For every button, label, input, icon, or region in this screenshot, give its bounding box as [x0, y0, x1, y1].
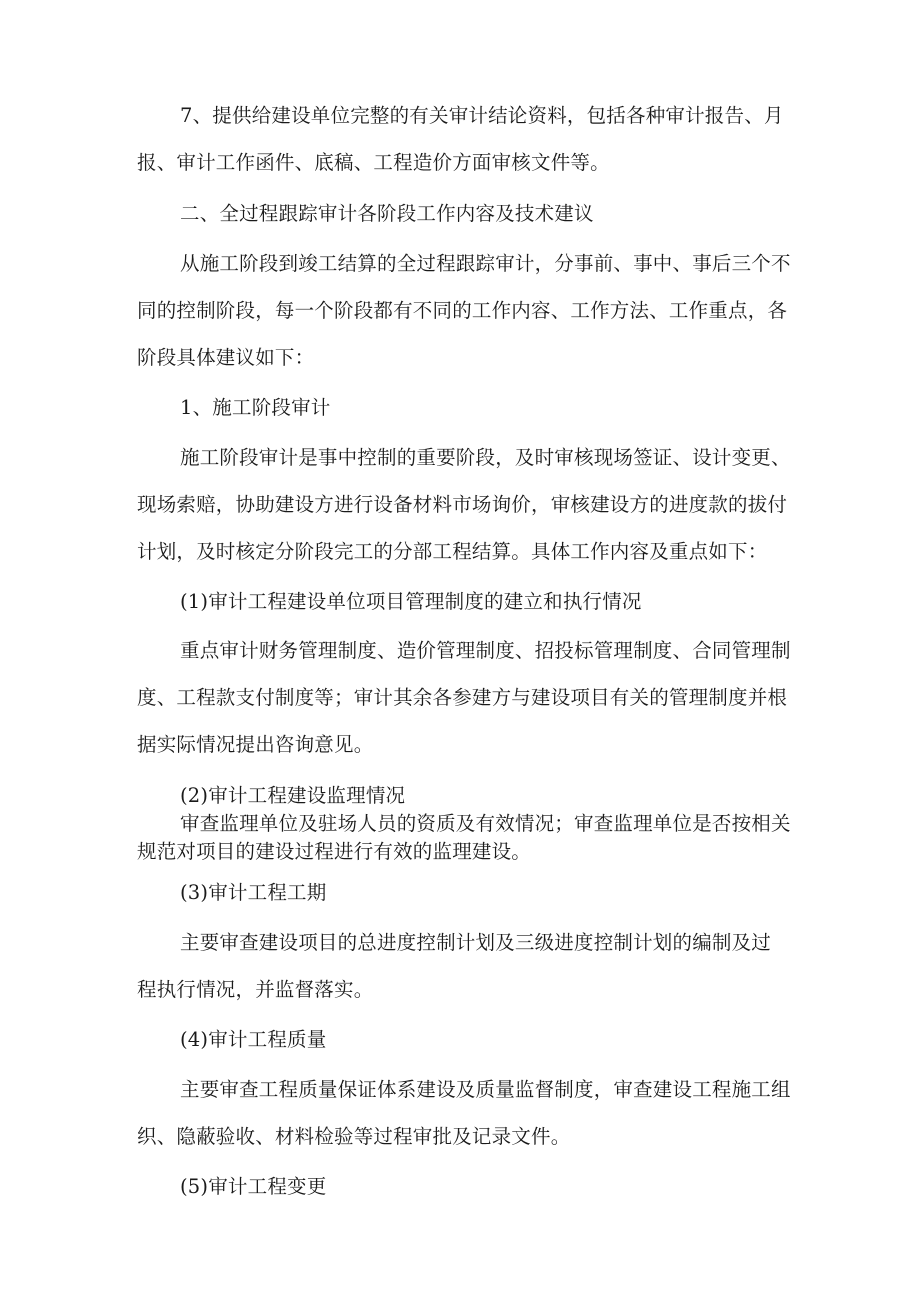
- paragraph-line: 织、隐蔽验收、材料检验等过程审批及记录文件。: [137, 1125, 571, 1148]
- paragraph-line: 主要审查工程质量保证体系建设及质量监督制度，审查建设工程施工组: [180, 1078, 791, 1101]
- item-heading: (3)审计工程工期: [180, 881, 327, 904]
- item-heading: (5)审计工程变更: [180, 1175, 327, 1198]
- paragraph-line: 度、工程款支付制度等；审计其余各参建方与建设项目有关的管理制度并根: [137, 686, 788, 709]
- item-heading: (4)审计工程质量: [180, 1028, 327, 1051]
- section-heading: 二、全过程跟踪审计各阶段工作内容及技术建议: [180, 202, 594, 225]
- paragraph-line: 审查监理单位及驻场人员的资质及有效情况；审查监理单位是否按相关: [180, 812, 791, 835]
- paragraph-line: 据实际情况提出咨询意见。: [137, 733, 374, 756]
- paragraph-line: 阶段具体建议如下：: [137, 346, 315, 369]
- paragraph-line: 主要审查建设项目的总进度控制计划及三级进度控制计划的编制及过: [180, 931, 772, 954]
- paragraph-line: 程执行情况，并监督落实。: [137, 978, 374, 1001]
- paragraph-line: 规范对项目的建设过程进行有效的监理建设。: [137, 840, 532, 863]
- paragraph-line: 报、审计工作函件、底稿、工程造价方面审核文件等。: [137, 151, 610, 174]
- item-heading: (1)审计工程建设单位项目管理制度的建立和执行情况: [180, 590, 642, 613]
- subsection-heading: 1、施工阶段审计: [180, 396, 331, 419]
- paragraph-line: 重点审计财务管理制度、造价管理制度、招投标管理制度、合同管理制: [180, 639, 791, 662]
- item-heading: (2)审计工程建设监理情况: [180, 784, 406, 807]
- paragraph-line: 施工阶段审计是事中控制的重要阶段，及时审核现场签证、设计变更、: [180, 446, 791, 469]
- paragraph-line: 7、提供给建设单位完整的有关审计结论资料，包括各种审计报告、月: [180, 104, 784, 127]
- paragraph-line: 同的控制阶段，每一个阶段都有不同的工作内容、工作方法、工作重点，各: [137, 299, 788, 322]
- paragraph-line: 现场索赔，协助建设方进行设备材料市场询价，审核建设方的进度款的拔付: [137, 493, 788, 516]
- paragraph-line: 从施工阶段到竣工结算的全过程跟踪审计，分事前、事中、事后三个不: [180, 252, 791, 275]
- paragraph-line: 计划，及时核定分阶段完工的分部工程结算。具体工作内容及重点如下：: [137, 540, 768, 563]
